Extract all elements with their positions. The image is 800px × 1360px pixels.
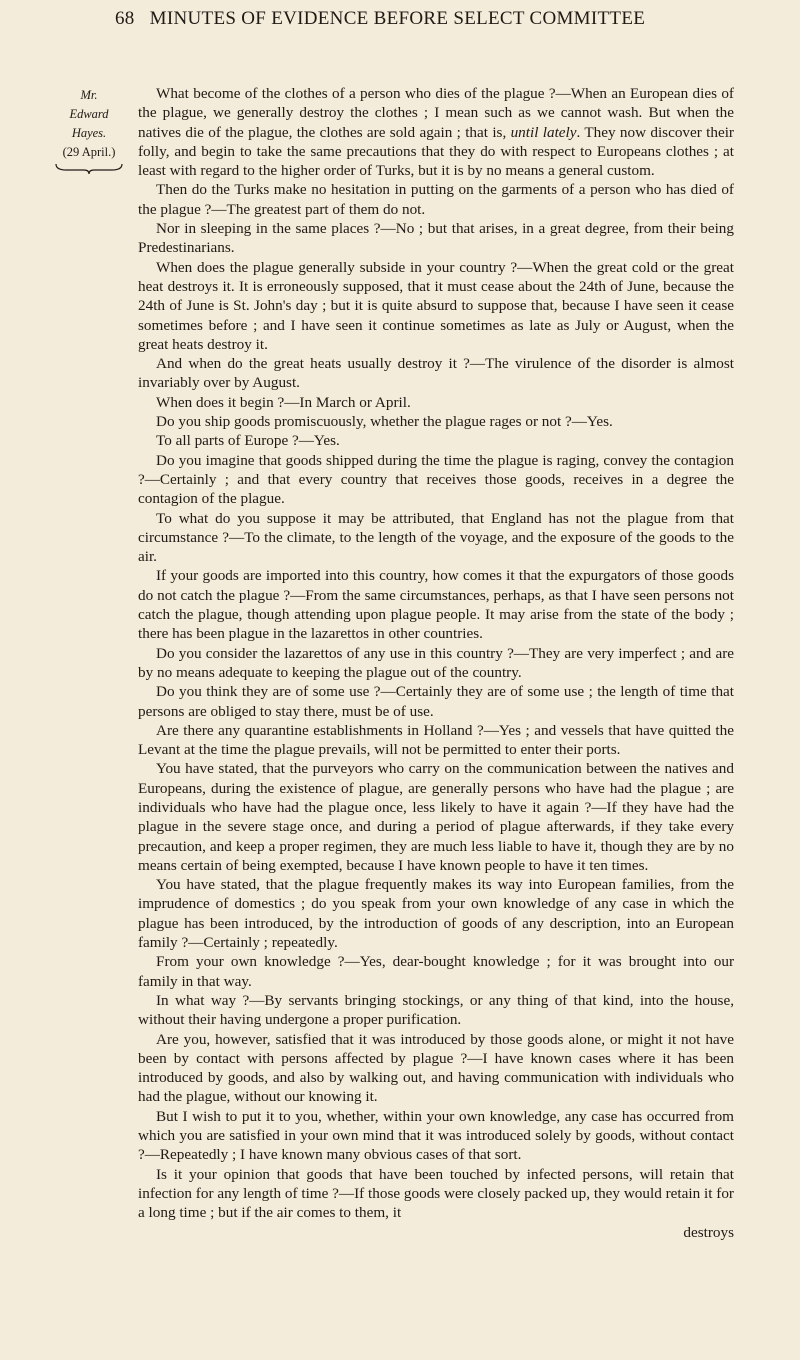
paragraph: What become of the clothes of a person who dies of the plague ?—When an European dies of the plague, we generally destroy the clothes ; I mean such as we cannot wash. But when the natives die of the plague, the clothes are sold again ; that is, until lately. They now discover their folly, and begin to take the same precautions that they do with respect to Europeans clothes ; at least with regard to the higher order of Turks, but it is by no means a general custom. (138, 85, 734, 180)
paragraph: Are you, however, satisfied that it was introduced by those goods alone, or might it not have been by contact with persons affected by plague ?—I have known cases where it has been introduced by goods, and also by walking out, and having communication with individuals who had the plague, without our knowing it. (138, 1030, 734, 1106)
paragraph: Then do the Turks make no hesitation in putting on the garments of a person who has died of the plague ?—The greatest part of them do not. (138, 181, 734, 218)
page-number: 68 (115, 8, 135, 29)
paragraph: In what way ?—By servants bringing stockings, or any thing of that kind, into the house, without their having undergone a proper purification. (138, 991, 734, 1029)
paragraph: Do you consider the lazarettos of any use in this country ?—They are very imperfect ; and are by no means adequate to keeping the plague out of the country. (138, 644, 734, 681)
paragraph: You have stated, that the plague frequently makes its way into European families, from the imprudence of domestics ; do you speak from your own knowledge of any case in which the plague has been introduced, by the introduction of goods of any description, into an European family ?—Certainly ; repeatedly. (138, 876, 734, 952)
paragraph: Do you think they are of some use ?—Certainly they are of some use ; the length of time that persons are obliged to stay there, must be of use. (138, 683, 734, 720)
page-header (115, 8, 715, 30)
paragraph: To what do you suppose it may be attributed, that England has not the plague from that circumstance ?—To the climate, to the length of the voyage, and the exposure of the goods to the air. (138, 509, 734, 566)
paragraph: And when do the great heats usually destroy it ?—The virulence of the disorder is almost invariably over by August. (138, 355, 734, 392)
margin-witness-title: Mr. (80, 88, 98, 102)
paragraph: When does it begin ?—In March or April. (156, 393, 411, 411)
paragraph: Do you imagine that goods shipped during the time the plague is raging, convey the contagion ?—Certainly ; and that every country that receives those goods, receives in a degree the contagion of the plague. (138, 451, 734, 508)
evidence-text (138, 84, 734, 1242)
paragraph: You have stated, that the purveyors who carry on the communication between the natives and Europeans, during the existence of plague, are generally persons who have had the plague ; are individuals who have had the plague once, less likely to have it again ?—If they have had the plague in the severe stage once, and during a period of plague afterwards, if they take every precaution, and keep a proper regimen, they are much less liable to have it, though they are by no means certain of being exempted, because I have known people to have it ten times. (138, 760, 734, 874)
margin-note (58, 86, 120, 174)
paragraph: To all parts of Europe ?—Yes. (156, 432, 340, 450)
running-title: MINUTES OF EVIDENCE BEFORE SELECT COMMITTEE (149, 8, 646, 29)
paragraph: But I wish to put it to you, whether, within your own knowledge, any case has occurred from which you are satisfied in your own mind that it was introduced solely by goods, without contact ?—Repeatedly ; I have known many obvious cases of that sort. (138, 1107, 734, 1164)
brace-icon (54, 162, 124, 174)
paragraph: If your goods are imported into this country, how comes it that the expurgators of those goods do not catch the plague ?—From the same circumstances, perhaps, as that I have seen persons not catch the plague, though attending upon plague people. It may arise from the state of the body ; there has been plague in the lazarettos in other countries. (138, 567, 734, 643)
paragraph: Do you ship goods promiscuously, whether the plague rages or not ?—Yes. (156, 413, 613, 431)
catchword: destroys (683, 1223, 734, 1241)
margin-date: (29 April.) (62, 145, 116, 159)
margin-witness-name: Edward Hayes. (69, 107, 109, 140)
paragraph: Nor in sleeping in the same places ?—No ; but that arises, in a great degree, from their being Predestinarians. (138, 220, 734, 257)
paragraph: When does the plague generally subside in your country ?—When the great cold or the great heat destroys it. It is erroneously supposed, that it must cease about the 24th of June, because the 24th of June is St. John's day ; but it is quite absurd to suppose that, because I have seen it cease sometimes before ; and I have seen it continue sometimes as late as July or August, when the great heats destroy it. (138, 258, 734, 353)
paragraph: Is it your opinion that goods that have been touched by infected persons, will retain that infection for any length of time ?—If those goods were closely packed up, they would retain it for a long time ; but if the air comes to them, it (138, 1165, 734, 1222)
paragraph: Are there any quarantine establishments in Holland ?—Yes ; and vessels that have quitted the Levant at the time the plague prevails, will not be permitted to enter their ports. (138, 721, 734, 759)
paragraph: From your own knowledge ?—Yes, dear-bought knowledge ; for it was brought into our family in that way. (138, 953, 734, 990)
